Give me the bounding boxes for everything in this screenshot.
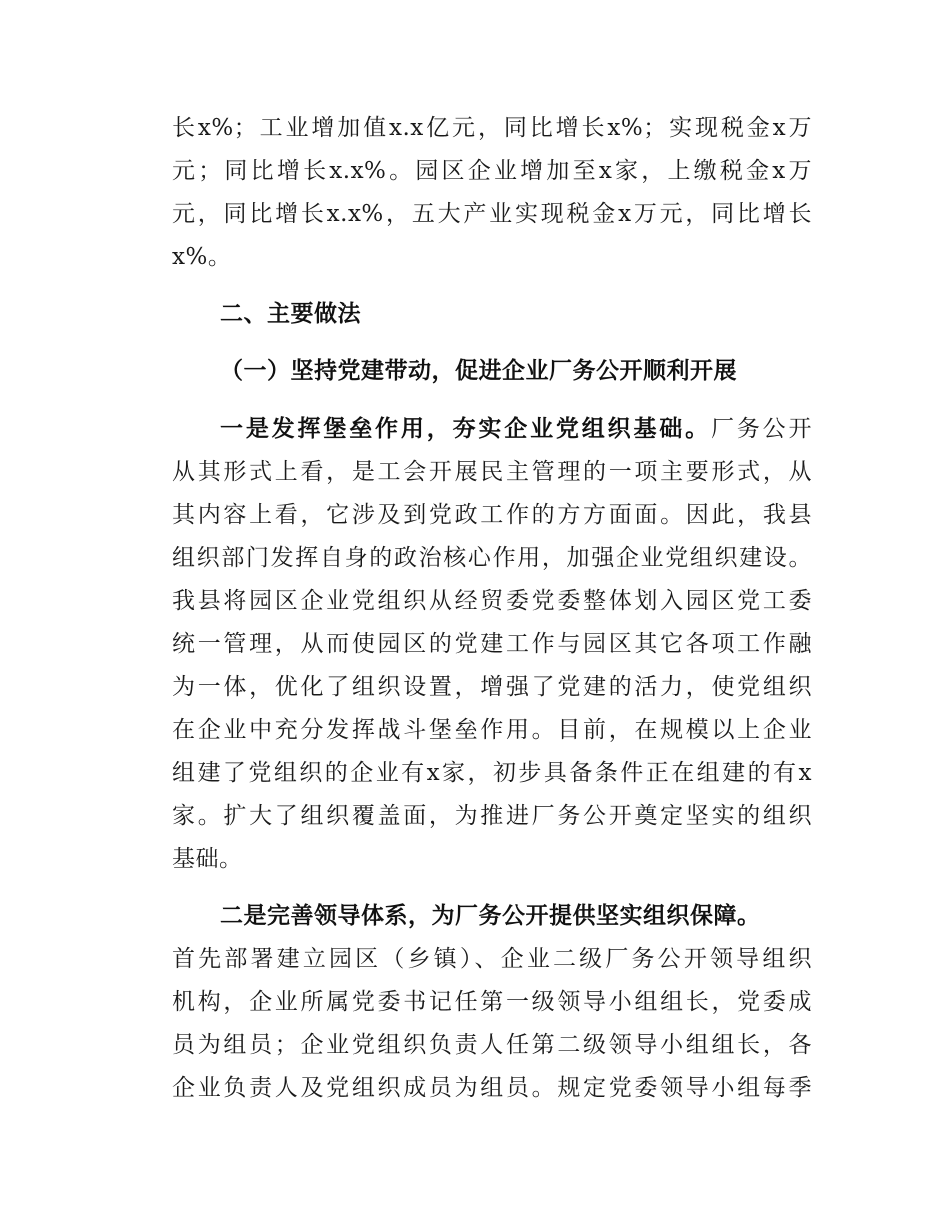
para1-line-10: 基础。 bbox=[172, 846, 243, 872]
para1-line-1: 从其形式上看，是工会开展民主管理的一项主要形式，从 bbox=[172, 459, 812, 485]
section-heading: 二、主要做法 bbox=[220, 301, 361, 327]
intro-line-1: 长x%；工业增加值x.x亿元，同比增长x%；实现税金x万 bbox=[172, 115, 812, 141]
para2-line-4: 企业负责人及党组织成员为组员。规定党委领导小组每季 bbox=[172, 1075, 812, 1101]
intro-line-2: 元；同比增长x.x%。园区企业增加至x家，上缴税金x万 bbox=[172, 158, 812, 184]
para1-line-7: 在企业中充分发挥战斗堡垒作用。目前，在规模以上企业 bbox=[172, 717, 812, 743]
para2-line-1: 首先部署建立园区（乡镇）、企业二级厂务公开领导组织 bbox=[172, 946, 812, 972]
para2-lead: 二是完善领导体系，为厂务公开提供坚实组织保障。 bbox=[220, 903, 761, 929]
intro-line-4: x%。 bbox=[172, 244, 232, 270]
subsection-heading: （一）坚持党建带动，促进企业厂务公开顺利开展 bbox=[220, 358, 737, 384]
para1-line-6: 为一体，优化了组织设置，增强了党建的活力，使党组织 bbox=[172, 674, 812, 700]
para1-line-4: 我县将园区企业党组织从经贸委党委整体划入园区党工委 bbox=[172, 588, 812, 614]
para1-line-3: 组织部门发挥自身的政治核心作用，加强企业党组织建设。 bbox=[172, 545, 812, 571]
para1-line-9: 家。扩大了组织覆盖面，为推进厂务公开奠定坚实的组织 bbox=[172, 803, 812, 829]
para2-line-2: 机构，企业所属党委书记任第一级领导小组组长，党委成 bbox=[172, 989, 812, 1015]
intro-line-3: 元，同比增长x.x%，五大产业实现税金x万元，同比增长 bbox=[172, 201, 812, 227]
para2-line-3: 员为组员；企业党组织负责人任第二级领导小组组长，各 bbox=[172, 1032, 812, 1058]
para1-line-2: 其内容上看，它涉及到党政工作的方方面面。因此，我县 bbox=[172, 502, 812, 528]
para1-line-5: 统一管理，从而使园区的党建工作与园区其它各项工作融 bbox=[172, 631, 812, 657]
para1-first-line bbox=[220, 414, 812, 444]
para1-lead: 一是发挥堡垒作用，夯实企业党组织基础。 bbox=[220, 416, 711, 442]
para1-line-8: 组建了党组织的企业有x家，初步具备条件正在组建的有x bbox=[172, 760, 812, 786]
para1-first-rest: 厂务公开 bbox=[710, 416, 813, 442]
